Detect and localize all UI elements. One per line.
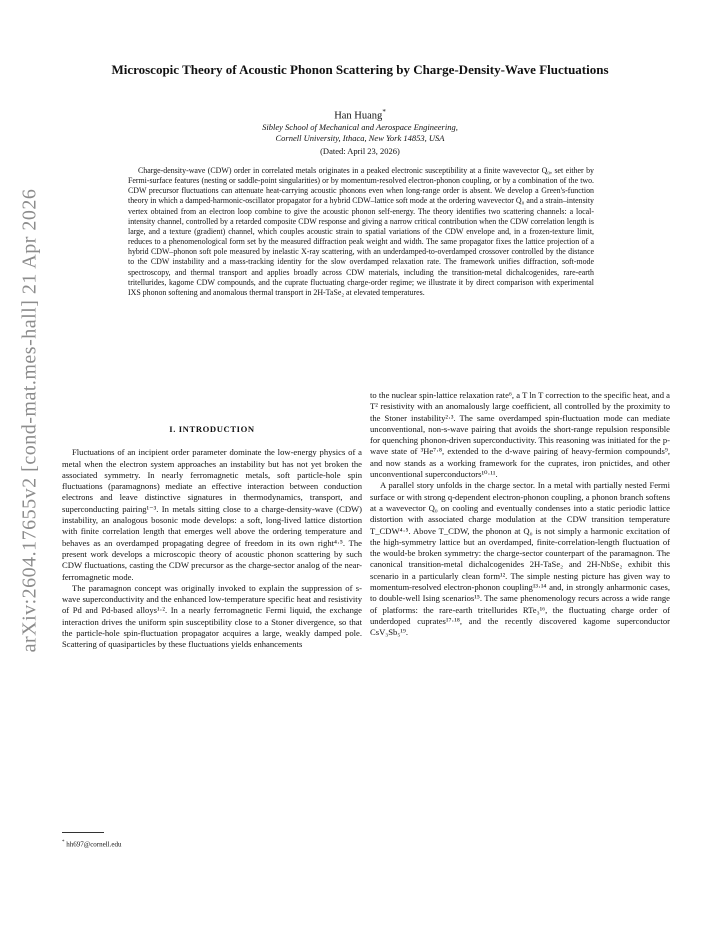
arxiv-side-stamp [0, 188, 60, 652]
intro-paragraph-1: Fluctuations of an incipient order parameter dominate the low-energy physics of a metal when the electron system approaches an instability but has not yet broken the associated symmetry. In nearly ferromagnetic metals, soft particle-hole spin fluctuations (paramagnons) mediate an effective interaction between conduction electrons and leave distinctive signatures in thermodynamics, transport, and superconducting pairing¹⁻³. In metals sitting close to a charge-density-wave (CDW) instability, an analogous bosonic mode develops: a soft, long-lived lattice distortion with finite correlation length that emerges well above the ordering temperature and behaves as an overdamped propagating degree of freedom in its own right⁴·⁵. The present work develops a microscopic theory of acoustic phonon scattering by such CDW fluctuations, casting the CDW precursor as the charge-sector analog of the near-ferromagnetic mode. [62, 447, 362, 582]
date-line: (Dated: April 23, 2026) [320, 146, 400, 156]
affiliation-line-2: Cornell University, Ithaca, New York 14853, USA [275, 133, 445, 143]
intro-paragraph-2: The paramagnon concept was originally invoked to explain the suppression of s-wave superconductivity and the enhanced low-temperature specific heat and resistivity of Pd and Pd-based alloys¹·². In a nearly ferromagnetic Fermi liquid, the exchange interaction drives the uniform spin susceptibility close to a Stoner divergence, so that the particle-hole spin-fluctuation propagator acquires a large, weakly damped pole. Scattering of quasiparticles by these fluctuations yields enhancements [62, 582, 362, 650]
author-email: hh697@cornell.edu [66, 840, 122, 849]
footnote [62, 840, 122, 848]
author-line [110, 108, 610, 122]
abstract: Charge-density-wave (CDW) order in correlated metals originates in a peaked electronic susceptibility at a finite wavevector Q₀, set either by Fermi-surface features (nesting or saddle-point singularities) or by momentum-resolved electron-phonon coupling, or by a combination of the two. CDW precursor fluctuations can attenuate heat-carrying acoustic phonons even when long-range order is absent. We develop a Green's-function theory in which a damped-harmonic-oscillator propagator for a hybrid CDW–lattice soft mode at the ordering wavevector Q₀ and a strain–intensity vertex obtained from an electron loop combine to give the acoustic phonon self-energy. The theory identifies two scattering channels: a local-intensity channel, controlled by a retarded composite CDW response and giving a narrow critical contribution when the CDW correlation length is large, and a texture (gradient) channel, which couples acoustic strain to spatial variations of the CDW envelope and, in a frozen-texture limit, reduces to a phenomenological form set by the measured diffraction peak weight and width. The same propagator fixes the lattice projection of a hybrid CDW–phonon soft pole measured by inelastic X-ray scattering, with an underdamped-to-overdamped crossover controlled by the distance to the CDW instability and a mass-tracking identity for the slow overdamped relaxation rate. The framework unifies diffraction, soft-mode spectroscopy, and thermal transport and applies broadly across CDW materials, including the transition-metal dichalcogenides, rare-earth tritellurides, kagome CDW compounds, and the cuprate fluctuating charge-order regime; we illustrate it by direct comparison with experimental IXS phonon softening and anomalous thermal transport in 2H-TaSe₂ at elevated temperatures. [128, 166, 594, 297]
footnote-divider [62, 832, 104, 833]
paper-title: Microscopic Theory of Acoustic Phonon Scattering by Charge-Density-Wave Fluctuations [111, 62, 609, 77]
section-heading: I. INTRODUCTION [169, 424, 255, 434]
intro-paragraph-4: A parallel story unfolds in the charge sector. In a metal with partially nested Fermi surface or with strong q-dependent electron-phonon coupling, a phonon branch softens at a wavevector Q₀ on cooling and eventually condenses into a static periodic lattice distortion with associated charge modulation at the CDW transition temperature T_CDW⁴·⁵. Above T_CDW, the phonon at Q₀ is not simply a harmonic excitation of the high-symmetry lattice but an overdamped, finite-correlation-length fluctuation of the would-be broken symmetry: the charge-sector counterpart of the paramagnon. The canonical transition-metal dichalcogenides 2H-TaSe₂ and 2H-NbSe₂ exhibit this scenario in a particularly clean form¹². The simple nesting picture has given way to momentum-resolved electron-phonon coupling¹³·¹⁴ and, in strongly anharmonic cases, to double-well Ising scenarios¹⁵. The same phenomenology recurs across a wide range of platforms: the rare-earth tritellurides RTe₃¹⁶, the fluctuating charge order of underdoped cuprates¹⁷·¹⁸, and the recently discovered kagome superconductor CsV₃Sb₅¹⁹. [370, 480, 670, 638]
author-name: Han Huang [334, 110, 383, 122]
affiliation [110, 122, 610, 144]
intro-paragraph-3: to the nuclear spin-lattice relaxation rate⁶, a T ln T correction to the specific heat, and a T² resistivity with an anomalously large coefficient, all controlled by the proximity to the Stoner instability²·³. The same overdamped spin-fluctuation mode can mediate unconventional, non-s-wave pairing that avoids the short-range repulsion responsible for quenching phonon-driven superconductivity. This reasoning was initiated for the p-wave state of ³He⁷·⁸, extended to the d-wave pairing of heavy-fermion compounds⁹, and now stands as a working framework for the cuprates, iron pnictides, and other unconventional superconductors¹⁰·¹¹. [370, 390, 670, 480]
affiliation-line-1: Sibley School of Mechanical and Aerospace Engineering, [262, 122, 458, 132]
arxiv-identifier: arXiv:2604.17655v2 [cond-mat.mes-hall] 21 Apr 2026 [18, 188, 41, 652]
left-column [62, 424, 362, 651]
footnote-mark: * [62, 840, 65, 845]
author-footnote-mark: * [382, 108, 386, 116]
right-column [370, 390, 670, 639]
